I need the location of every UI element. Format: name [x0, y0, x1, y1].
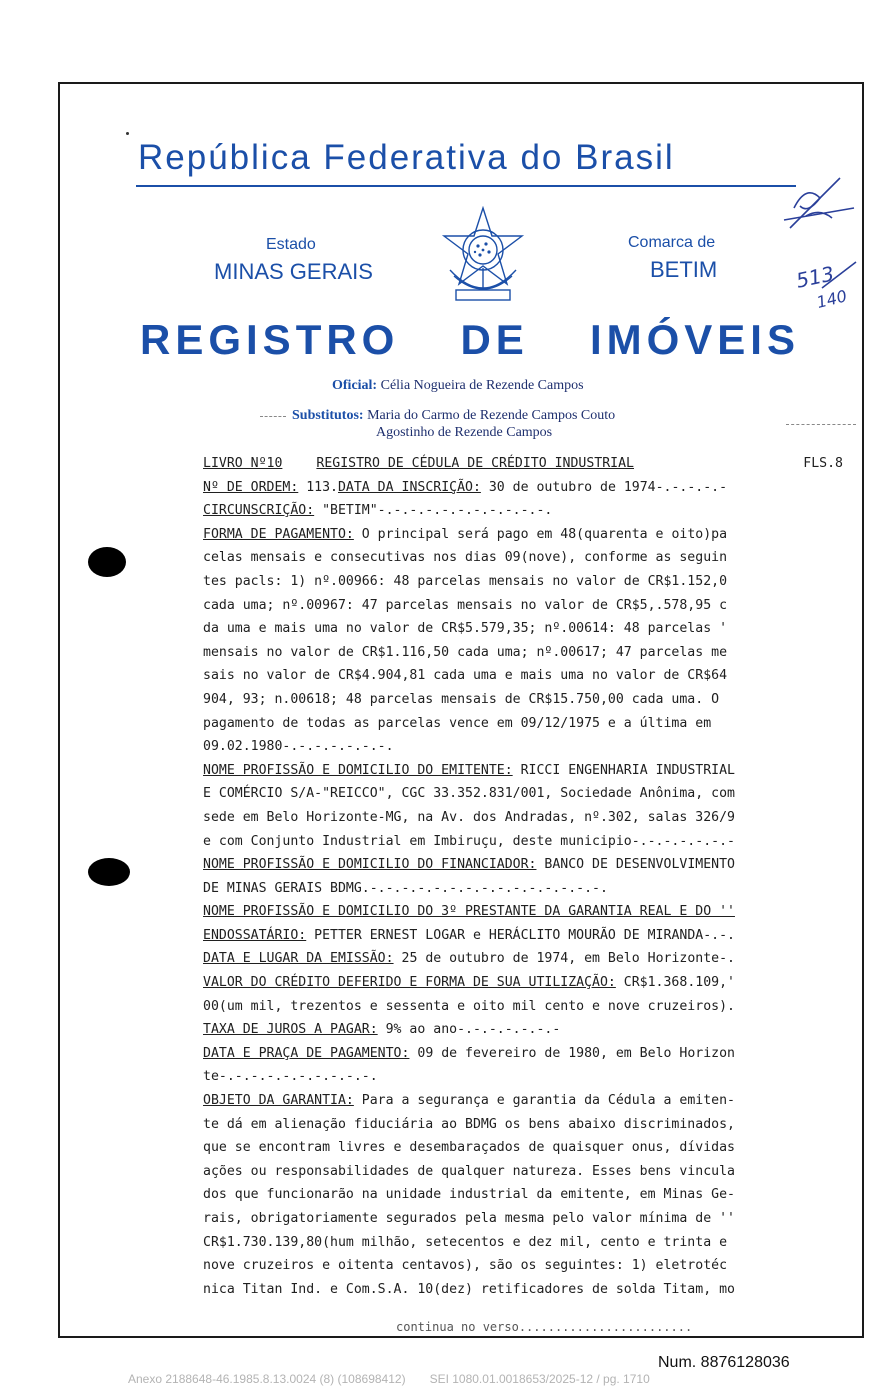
punch-hole [88, 858, 130, 886]
document-page [58, 82, 864, 1338]
substituto-2: Agostinho de Rezende Campos [376, 425, 553, 440]
text-line: dos que funcionarão na unidade industrial da emitente, em Minas Ge- [203, 1187, 735, 1203]
text-line [203, 947, 843, 971]
text-line [203, 853, 843, 877]
text-line: tes pacls: 1) nº.00966: 48 parcelas mensais no valor de CR$1.152,0 [203, 573, 728, 589]
field-label: NOME PROFISSÃO E DOMICILIO DO FINANCIADOR: [203, 857, 537, 873]
footer-sei: SEI 1080.01.0018653/2025-12 / pg. 1710 [429, 1372, 650, 1386]
text-line [203, 1089, 843, 1113]
text-line: 00(um mil, trezentos e sessenta e oito mil cento e nove cruzeiros). [203, 998, 735, 1014]
estado-label: Estado [266, 236, 316, 253]
registro-title [140, 316, 800, 364]
text-line: 904, 93; n.00618; 48 parcelas mensais de CR$15.750,00 cada uma. O [203, 691, 720, 707]
footer-line [128, 1372, 650, 1386]
text-line [203, 971, 843, 995]
field-value: "BETIM"-.-.-.-.-.-.-.-.-.-.-. [314, 503, 553, 519]
livro-label: LIVRO Nº10 [203, 456, 283, 471]
text-line: nove cruzeiros e oitenta centavos), são os seguintes: 1) eletrotéc [203, 1258, 728, 1274]
text-line: 09.02.1980-.-.-.-.-.-.-. [203, 739, 394, 755]
speck [126, 132, 129, 135]
field-value: 113. [298, 479, 338, 495]
field-label: Nº DE ORDEM: [203, 479, 299, 495]
field-label: FORMA DE PAGAMENTO: [203, 526, 354, 542]
substitutos-label: Substitutos: [292, 408, 364, 423]
field-value: 9% ao ano-.-.-.-.-.-.- [377, 1022, 561, 1038]
text-line: nica Titan Ind. e Com.S.A. 10(dez) retificadores de solda Titam, mo [203, 1281, 735, 1297]
field-value: 25 de outubro de 1974, em Belo Horizonte-. [393, 951, 735, 967]
text-line: sede em Belo Horizonte-MG, na Av. dos Andradas, nº.302, salas 326/9 [203, 809, 735, 825]
text-line: que se encontram livres e desembaraçados de quaisquer onus, dívidas [203, 1140, 735, 1156]
field-label: NOME PROFISSÃO E DOMICILIO DO EMITENTE: [203, 762, 513, 778]
text-line: pagamento de todas as parcelas vence em 09/12/1975 e a última em [203, 715, 712, 731]
field-label: OBJETO DA GARANTIA: [203, 1093, 354, 1109]
text-line: da uma e mais uma no valor de CR$5.579,35; nº.00614: 48 parcelas ' [203, 621, 728, 637]
comarca-value: BETIM [650, 257, 718, 282]
field-value: 30 de outubro de 1974-.-.-.-.- [480, 479, 728, 495]
continua-no-verso: continua no verso........................ [396, 1320, 693, 1334]
field-label: NOME PROFISSÃO E DOMICILIO DO 3º PRESTANTE DA GARANTIA REAL E DO '' [203, 904, 735, 920]
punch-hole [88, 547, 126, 577]
text-line [203, 759, 843, 783]
text-line: e com Conjunto Industrial em Imbiruçu, deste municipio-.-.-.-.-.-.- [203, 833, 735, 849]
comarca-label: Comarca de [628, 234, 716, 251]
field-value: BANCO DE DESENVOLVIMENTO [536, 857, 735, 873]
oficial-name: Célia Nogueira de Rezende Campos [380, 378, 584, 393]
text-line [203, 1018, 843, 1042]
registro-word: DE [460, 316, 529, 363]
substitutos-line [292, 408, 615, 424]
text-line [203, 900, 843, 924]
coat-of-arms-icon [440, 206, 526, 310]
footer-anexo: Anexo 2188648-46.1985.8.13.0024 (8) (108698412) [128, 1372, 406, 1386]
text-line [203, 452, 843, 476]
text-line: E COMÉRCIO S/A-"REICCO", CGC 33.352.831/001, Sociedade Anônima, com [203, 786, 735, 802]
registro-word: REGISTRO [140, 316, 400, 363]
registro-heading: REGISTRO DE CÉDULA DE CRÉDITO INDUSTRIAL [316, 456, 634, 471]
text-line: sais no valor de CR$4.904,81 cada uma e mais uma no valor de CR$64 [203, 668, 728, 684]
text-line [203, 523, 843, 547]
text-line: celas mensais e consecutivas nos dias 09(nove), conforme as seguin [203, 550, 728, 566]
field-label: DATA E PRAÇA DE PAGAMENTO: [203, 1045, 410, 1061]
text-line [203, 499, 843, 523]
field-label: CIRCUNSCRIÇÃO: [203, 503, 315, 519]
handwritten-mark-2: 140 [814, 286, 849, 313]
text-line [203, 1042, 843, 1066]
field-label: ENDOSSATÁRIO: [203, 927, 307, 943]
handwritten-mark-1: 513 [793, 261, 837, 293]
text-line [203, 476, 843, 500]
document-number: Num. 8876128036 [658, 1354, 790, 1371]
text-line: te dá em alienação fiduciária ao BDMG os bens abaixo discriminados, [203, 1116, 735, 1132]
oficial-label: Oficial: [332, 378, 378, 393]
field-value: PETTER ERNEST LOGAR e HERÁCLITO MOURÃO DE MIRANDA-.-. [306, 927, 735, 943]
field-value: RICCI ENGENHARIA INDUSTRIAL [512, 762, 735, 778]
field-label: VALOR DO CRÉDITO DEFERIDO E FORMA DE SUA UTILIZAÇÃO: [203, 975, 616, 991]
dash-mark [260, 416, 286, 418]
field-label: TAXA DE JUROS A PAGAR: [203, 1022, 378, 1038]
text-line: DE MINAS GERAIS BDMG.-.-.-.-.-.-.-.-.-.-.-.-.-.-.-. [203, 880, 608, 896]
fls-label: FLS.8 [803, 456, 843, 471]
text-line: cada uma; nº.00967: 47 parcelas mensais no valor de CR$5,.578,95 c [203, 597, 728, 613]
typed-registry-text [203, 452, 843, 1301]
text-line: mensais no valor de CR$1.116,50 cada uma; nº.00617; 47 parcelas me [203, 644, 728, 660]
republica-title: República Federativa do Brasil [138, 138, 675, 177]
text-line: rais, obrigatoriamente segurados pela mesma pelo valor mínima de '' [203, 1211, 735, 1226]
handwritten-marks [776, 168, 864, 318]
estado-value: MINAS GERAIS [214, 259, 373, 284]
field-label: DATA DA INSCRIÇÃO: [337, 479, 481, 495]
text-line: CR$1.730.139,80(hum milhão, setecentos e dez mil, cento e trinta e [203, 1234, 728, 1250]
text-line [203, 924, 843, 948]
field-value: O principal será pago em 48(quarenta e oito)pa [353, 526, 728, 542]
registro-word: IMÓVEIS [589, 316, 800, 363]
oficial-line [332, 378, 584, 394]
field-label: DATA E LUGAR DA EMISSÃO: [203, 951, 394, 967]
substituto-1: Maria do Carmo de Rezende Campos Couto [367, 408, 616, 423]
text-line: ações ou responsabilidades de qualquer natureza. Esses bens vincula [203, 1163, 735, 1179]
title-underline [136, 185, 796, 187]
text-line: te-.-.-.-.-.-.-.-.-.-. [203, 1069, 378, 1085]
dash-mark [786, 424, 856, 426]
field-value: 09 de fevereiro de 1980, em Belo Horizon [409, 1045, 735, 1061]
field-value: Para a segurança e garantia da Cédula a emiten- [353, 1093, 735, 1109]
field-value: CR$1.368.109,' [615, 975, 735, 991]
